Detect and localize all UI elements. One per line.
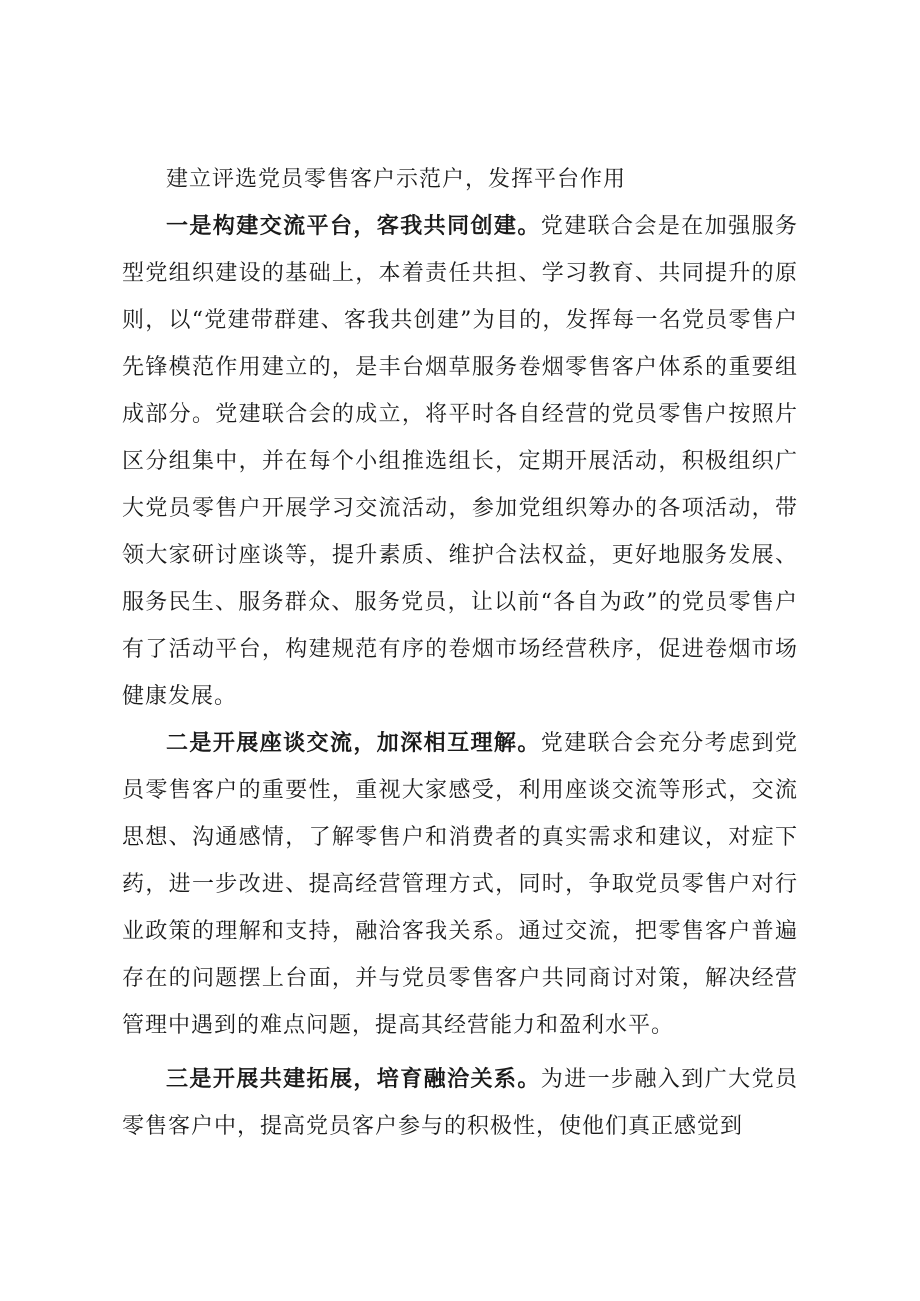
- paragraph-2-body: 党建联合会充分考虑到党员零售客户的重要性，重视大家感受，利用座谈交流等形式，交流思想、沟通感情，了解零售户和消费者的真实需求和建议，对症下药，进一步改进、提高经营管理方式，同时，争取党员零售户对行业政策的理解和支持，融洽客我关系。通过交流，把零售客户普遍存在的问题摆上台面，并与党员零售客户共同商讨对策，解决经营管理中遇到的难点问题，提高其经营能力和盈利水平。: [122, 731, 798, 1038]
- section-heading: 建立评选党员零售客户示范户，发挥平台作用: [166, 167, 627, 192]
- paragraph-2: [122, 720, 798, 1049]
- paragraph-2-lead: 二是开展座谈交流，加深相互理解。: [166, 731, 541, 756]
- paragraph-1: [122, 203, 798, 720]
- paragraph-1-lead: 一是构建交流平台，客我共同创建。: [166, 214, 541, 239]
- paragraph-3-body: 为进一步融入到广大党员零售客户中，提高党员客户参与的积极性，使他们真正感觉到: [122, 1067, 798, 1139]
- document-body: [122, 156, 798, 1150]
- paragraph-1-body: 党建联合会是在加强服务型党组织建设的基础上，本着责任共担、学习教育、共同提升的原则，以“党建带群建、客我共创建”为目的，发挥每一名党员零售户先锋模范作用建立的，是丰台烟草服务卷烟零售客户体系的重要组成部分。党建联合会的成立，将平时各自经营的党员零售户按照片区分组集中，并在每个小组推选组长，定期开展活动，积极组织广大党员零售户开展学习交流活动，参加党组织筹办的各项活动，带领大家研讨座谈等，提升素质、维护合法权益，更好地服务发展、服务民生、服务群众、服务党员，让以前“各自为政”的党员零售户有了活动平台，构建规范有序的卷烟市场经营秩序，促进卷烟市场健康发展。: [122, 214, 798, 709]
- paragraph-3-lead: 三是开展共建拓展，培育融洽关系。: [166, 1067, 541, 1092]
- paragraph-3: [122, 1056, 798, 1150]
